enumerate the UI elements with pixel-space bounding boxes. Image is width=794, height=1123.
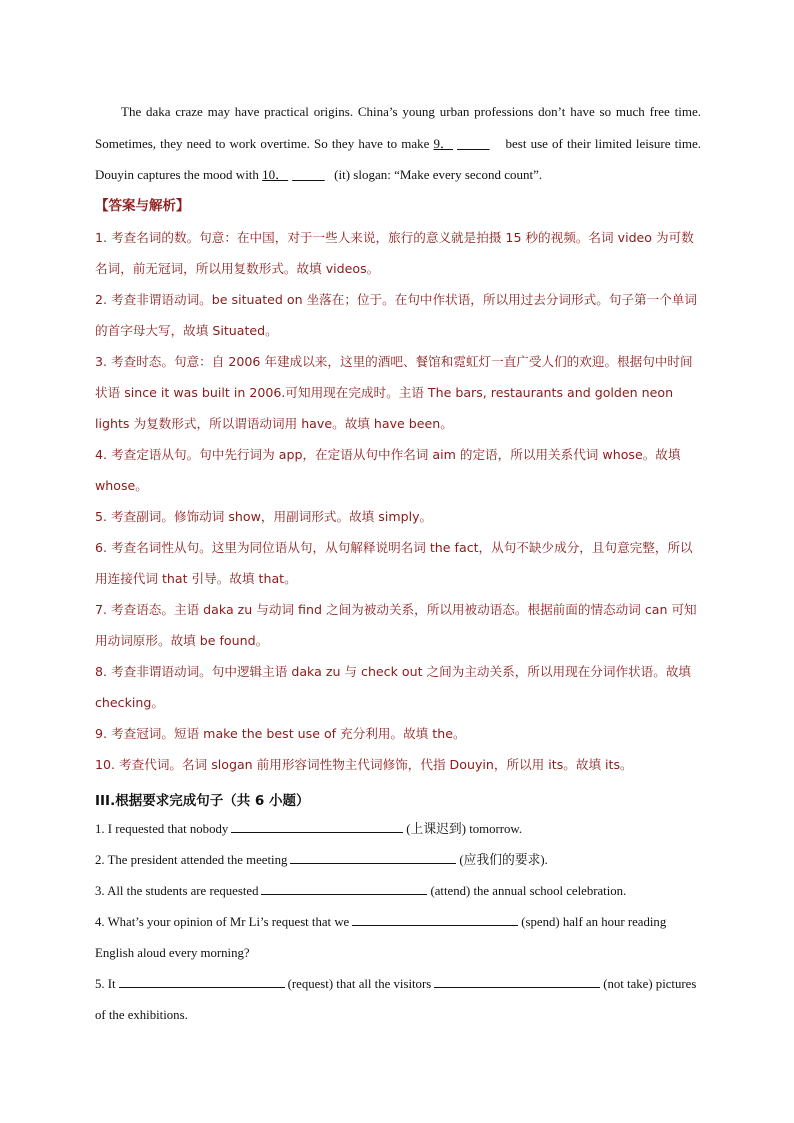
answer-section-heading: 【答案与解析】	[95, 198, 190, 214]
answer-item: 6. 考查名词性从句。这里为同位语从句，从句解释说明名词 the fact，从句不缺少成分，且句意完整，所以用连接代词 that 引导。故填 that。	[95, 540, 693, 586]
answer-item: 2. 考查非谓语动词。be situated on 坐落在；位于。在句中作状语，所以用过去分词形式。句子第一个单词的首字母大写，故填 Situated。	[95, 292, 697, 338]
question-5	[95, 969, 701, 1031]
blank-9	[434, 128, 506, 160]
passage-text-part2: best use of their limited leisure time. Douyin captures the mood with	[95, 135, 701, 182]
blank-10-number: 10．	[262, 167, 289, 182]
question-section-heading: III.根据要求完成句子（共 6 小题）	[95, 793, 310, 809]
answer-blank[interactable]	[119, 974, 285, 988]
question-4	[95, 907, 701, 969]
question-4-text-a: 4. What’s your opinion of Mr Li’s request that we	[95, 915, 350, 929]
question-2	[95, 845, 701, 876]
question-list	[95, 814, 701, 1031]
answer-item: 9. 考查冠词。短语 make the best use of 充分利用。故填 the。	[95, 726, 466, 741]
question-5-text-b: (request) that all the visitors	[287, 977, 432, 991]
answer-item: 1. 考查名词的数。句意：在中国，对于一些人来说，旅行的意义就是拍摄 15 秒的视频。名词 video 为可数名词，前无冠词，所以用复数形式。故填 videos。	[95, 230, 694, 276]
answer-blank[interactable]	[434, 974, 600, 988]
question-5-text-c: (not take) pictures of the exhibitions.	[95, 977, 697, 1022]
question-3-text-a: 3. All the students are requested	[95, 884, 259, 898]
answer-item: 10. 考查代词。名词 slogan 前用形容词性物主代词修饰，代指 Douyin，所以用 its。故填 its。	[95, 757, 633, 772]
question-2-text-a: 2. The president attended the meeting	[95, 853, 288, 867]
blank-10	[262, 159, 334, 191]
answer-blank[interactable]	[261, 881, 427, 895]
answer-item: 5. 考查副词。修饰动词 show，用副词形式。故填 simply。	[95, 509, 433, 524]
question-2-text-b: (应我们的要求).	[459, 853, 548, 867]
answer-item: 3. 考查时态。句意：自 2006 年建成以来，这里的酒吧、餐馆和霓虹灯一直广受人们的欢迎。根据句中时间状语 since it was built in 2006.可知用现在完成时。主语 The bars, restaurants and golden neon lights 为复数形式，所以谓语动词用 have。故填 have been。	[95, 354, 693, 431]
answer-blank[interactable]	[231, 819, 403, 833]
answer-item: 7. 考查语态。主语 daka zu 与动词 find 之间为被动关系，所以用被动语态。根据前面的情态动词 can 可知用动词原形。故填 be found。	[95, 602, 697, 648]
reading-passage	[95, 96, 701, 191]
answer-blank[interactable]	[352, 912, 518, 926]
answer-list	[95, 222, 701, 780]
question-5-text-a: 5. It	[95, 977, 116, 991]
answer-item: 8. 考查非谓语动词。句中逻辑主语 daka zu 与 check out 之间为主动关系，所以用现在分词作状语。故填 checking。	[95, 664, 692, 710]
question-4-text-b: (spend) half an hour reading English aloud every morning?	[95, 915, 667, 960]
question-1-text-a: 1. I requested that nobody	[95, 822, 229, 836]
answer-item: 4. 考查定语从句。句中先行词为 app，在定语从句中作名词 aim 的定语，所以用关系代词 whose。故填 whose。	[95, 447, 681, 493]
blank-9-number: 9．	[433, 135, 454, 151]
question-3-text-b: (attend) the annual school celebration.	[430, 884, 627, 898]
question-3	[95, 876, 701, 907]
answer-blank[interactable]	[290, 850, 456, 864]
passage-text-part1: The daka craze may have practical origins. China’s young urban professions don’t have so much free time. Sometimes, they need to work overtime. So they have to make	[95, 104, 701, 151]
question-1	[95, 814, 701, 845]
passage-text-part3: (it) slogan: “Make every second count”.	[334, 167, 543, 182]
question-1-text-b: (上课迟到) tomorrow.	[406, 822, 523, 836]
